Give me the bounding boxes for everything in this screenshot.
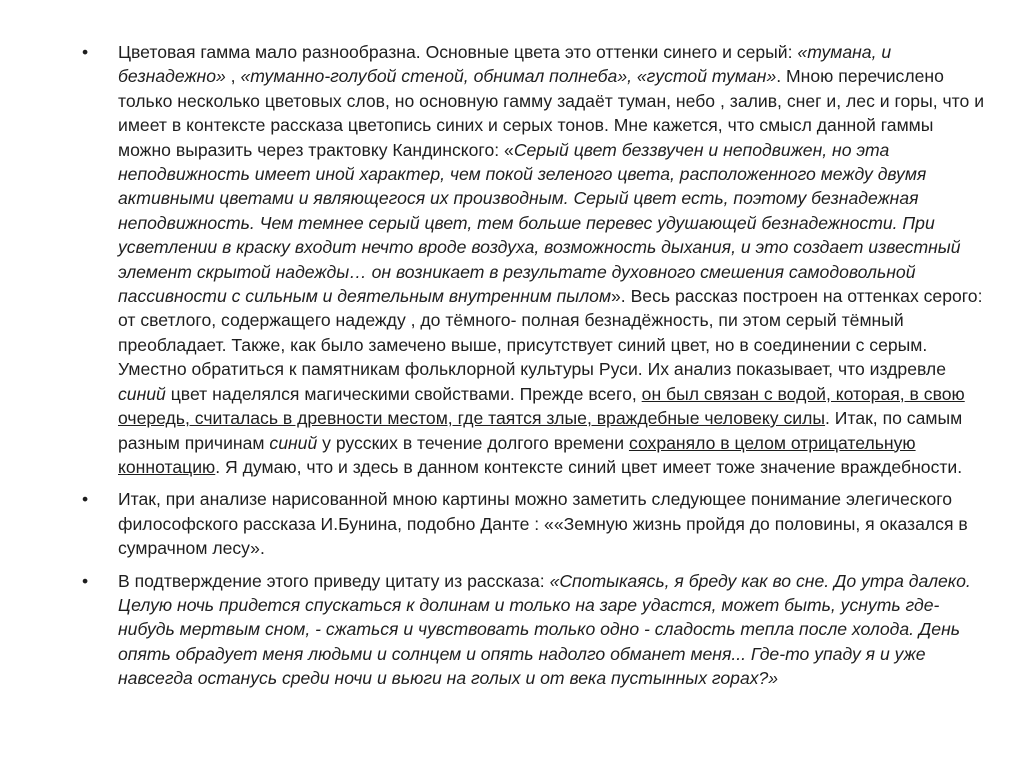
bullet-dot-icon: •	[82, 489, 89, 510]
italic-word: синий	[118, 383, 166, 404]
bullet-dot-icon: •	[82, 570, 89, 591]
underlined-phrase: он был связан с водой, которая, в свою очередь, считалась в древности местом, где таятся злые, враждебные человеку силы	[118, 383, 965, 429]
text-run: Итак, при анализе нарисованной мною картины можно заметить следующее понимание элегического философского рассказа И.Бунина, подобно Данте : ««Земную жизнь пройдя до половины, я оказался в сумрачном лесу».	[118, 489, 968, 559]
italic-quote: «Спотыкаясь, я бреду как во сне. До утра далеко. Целую ночь придется спускаться к долинам и только на заре удастся, может быть, уснуть где-нибудь мертвым сном, - сжаться и чувствовать только одно - сладость тепла после холода. День опять обрадует меня людьми и солнцем и опять надолго обманет меня... Где-то упаду я и уже навсегда останусь среди ночи и вьюги на голых и от века пустынных горах?»	[118, 570, 971, 689]
italic-quote: Серый цвет беззвучен и неподвижен, но эта неподвижность имеет иной характер, чем покой зеленого цвета, расположенного между двумя активными цветами и являющегося их производным. Серый цвет есть, поэтому безнадежная неподвижность. Чем темнее серый цвет, тем больше перевес удушающей безнадежности. При усветлении в краску входит нечто вроде воздуха, возможность дыхания, и это создает известный элемент скрытой надежды… он возникает в результате духовного смешения самодовольной пассивности с сильным и деятельным внутренним пылом	[118, 139, 961, 307]
underlined-phrase: сохраняло в целом отрицательную коннотацию	[118, 432, 916, 477]
bullet-text	[118, 571, 971, 689]
text-run: ,	[225, 66, 241, 87]
bullet-item	[78, 40, 990, 479]
text-run: ». Весь рассказ построен на оттенках серого: от светлого, содержащего надежду , до тёмного- полная безнадёжность, пи этом серый тёмный преобладает. Также, как было замечено выше, присутствует синий цвет, но в соединении с серым. Уместно обратиться к памятникам фольклорной культуры Руси. Их анализ показывает, что издревле	[118, 286, 983, 380]
italic-quote: «тумана, и безнадежно»	[118, 42, 892, 87]
text-run: Цветовая гамма мало разнообразна. Основные цвета это оттенки синего и серый:	[118, 42, 798, 62]
bullet-list	[78, 40, 990, 699]
text-run: . Мною перечислено только несколько цветовых слов, но основную гамму задаёт туман, небо , залив, снег и, лес и горы, что и имеет в контексте рассказа цветопись синих и серых тонов. Мне кажется, что смысл данной гаммы можно выразить через трактовку Кандинского: «	[118, 66, 985, 160]
text-run: . Итак, по самым разным причинам	[118, 408, 963, 453]
text-run: В подтверждение этого приведу цитату из рассказа:	[118, 570, 550, 591]
text-run: цвет наделялся магическими свойствами. Прежде всего,	[165, 383, 642, 404]
bullet-dot-icon: •	[82, 42, 89, 62]
bullet-item	[78, 487, 990, 560]
bullet-text	[118, 489, 968, 558]
bullet-text	[118, 42, 984, 477]
bullet-item	[78, 569, 990, 691]
italic-quote: «туманно-голубой стеной, обнимал полнеба», «густой туман»	[240, 66, 777, 87]
text-run: у русских в течение долгого времени	[317, 432, 629, 453]
text-run: . Я думаю, что и здесь в данном контексте синий цвет имеет тоже значение враждебности.	[215, 456, 963, 477]
italic-word: синий	[269, 432, 318, 453]
